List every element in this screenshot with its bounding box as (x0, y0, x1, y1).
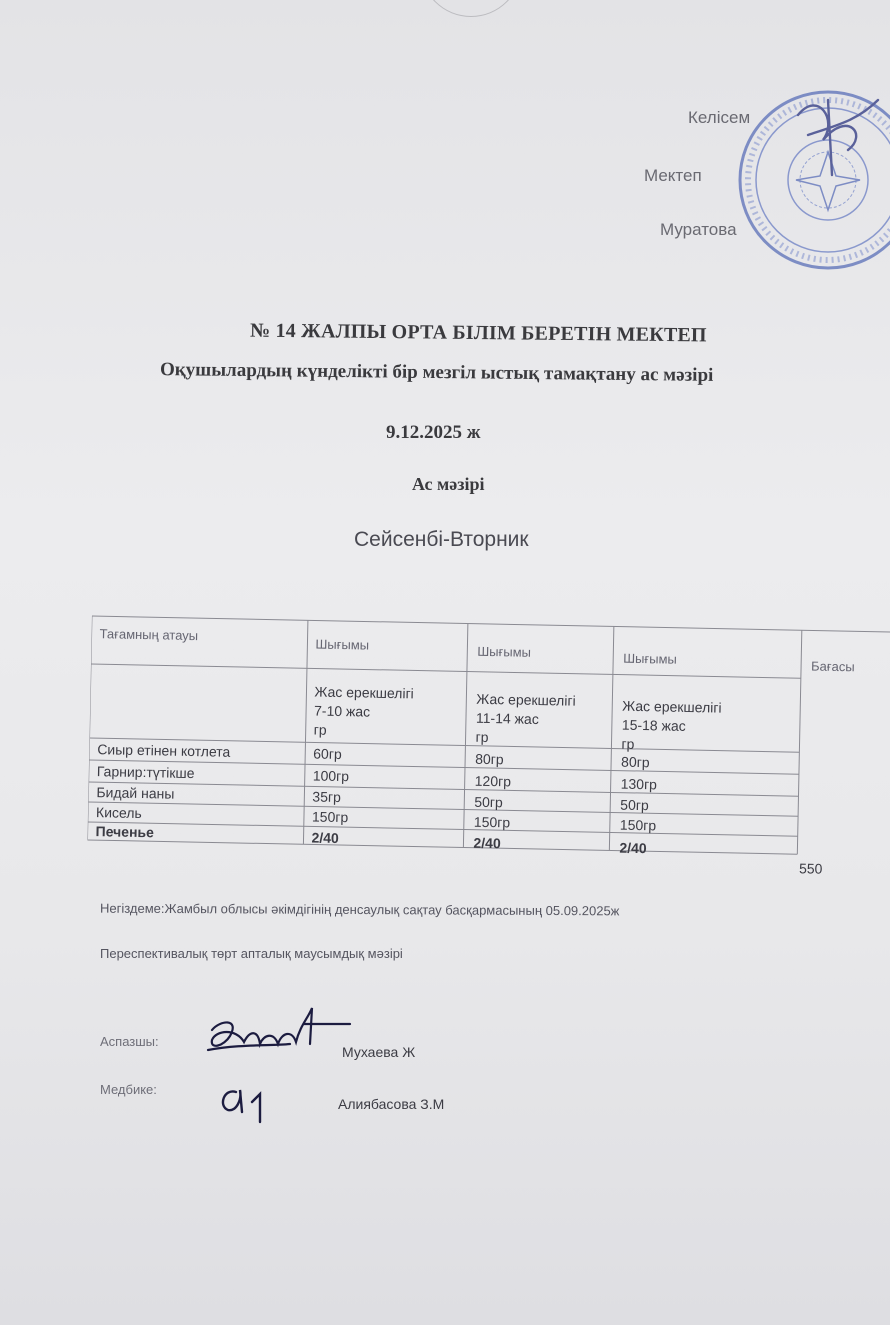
official-stamp (728, 80, 890, 290)
header-yield-1: Шығымы (315, 636, 370, 653)
dish-5-yield-3: 2/40 (619, 839, 647, 857)
nurse-name: Алиябасова З.М (338, 1096, 445, 1112)
nurse-signature (212, 1070, 282, 1130)
age-group-2 (475, 690, 616, 750)
header-dish-name: Тағамның атауы (99, 626, 199, 644)
total-price: 550 (798, 860, 823, 877)
dish-5-yield-2: 2/40 (473, 834, 501, 852)
dish-name-5: Печенье (95, 823, 155, 841)
menu-title: Ас мәзірі (412, 474, 485, 494)
dish-4-yield-1: 150гр (311, 808, 349, 826)
approval-line-1: Келісем (688, 108, 751, 127)
school-name: № 14 ЖАЛПЫ ОРТА БІЛІМ БЕРЕТІН МЕКТЕП (249, 319, 707, 347)
nurse-label: Медбике: (100, 1082, 157, 1097)
age-group-3-line-1: Жас ерекшелігі (622, 697, 722, 716)
dish-2-yield-3: 130гр (620, 775, 658, 793)
page-edge-arc (420, 0, 522, 17)
perspective-note: Переспективалық төрт апталық маусымдық мәзірі (100, 946, 403, 961)
dish-3-yield-3: 50гр (620, 796, 649, 814)
menu-table (87, 614, 890, 890)
age-group-2-line-2: 11-14 жас (475, 709, 539, 727)
header-yield-3: Шығымы (623, 650, 677, 667)
dish-5-yield-1: 2/40 (311, 829, 339, 846)
age-group-3 (621, 697, 762, 757)
dish-name-1: Сиыр етінен котлета (97, 741, 231, 760)
weekday: Сейсенбі-Вторник (354, 528, 529, 551)
age-group-1-line-1: Жас ерекшелігі (314, 683, 414, 702)
age-group-3-line-2: 15-18 жас (621, 716, 686, 734)
header-yield-2: Шығымы (477, 643, 532, 660)
dish-1-yield-2: 80гр (475, 750, 504, 768)
cook-name: Мухаева Ж (342, 1044, 416, 1060)
age-group-1-line-2: 7-10 жас (313, 702, 371, 720)
dish-name-3: Бидай наны (96, 784, 175, 802)
age-group-2-line-3: гр (475, 728, 489, 745)
dish-3-yield-2: 50гр (474, 793, 503, 811)
dish-4-yield-3: 150гр (619, 816, 657, 834)
age-group-1 (314, 682, 455, 742)
menu-date: 9.12.2025 ж (386, 422, 481, 443)
dish-2-yield-2: 120гр (474, 772, 512, 790)
cook-label: Аспазшы: (100, 1034, 159, 1049)
dish-name-4: Кисель (95, 804, 142, 822)
age-group-2-line-1: Жас ерекшелігі (476, 690, 576, 709)
age-group-1-line-3: гр (313, 721, 327, 738)
document-subtitle: Оқушылардың күнделікті бір мезгіл ыстық тамақтану ас мәзірі (159, 359, 714, 386)
dish-1-yield-3: 80гр (620, 753, 650, 771)
dish-1-yield-1: 60гр (313, 745, 342, 763)
dish-2-yield-1: 100гр (312, 767, 350, 785)
basis-note: Негіздеме:Жамбыл облысы әкімдігінің денсаулық сақтау басқармасының 05.09.2025ж (99, 900, 620, 919)
dish-4-yield-2: 150гр (473, 813, 511, 831)
dish-name-2: Гарнир:түтікше (96, 763, 195, 782)
age-group-3-line-3: гр (621, 735, 635, 752)
header-price: Бағасы (810, 658, 855, 675)
approval-line-2: Мектеп (644, 166, 702, 185)
approval-line-3: Муратова (660, 220, 737, 239)
dish-3-yield-1: 35гр (312, 788, 342, 806)
cook-signature (200, 1000, 360, 1070)
